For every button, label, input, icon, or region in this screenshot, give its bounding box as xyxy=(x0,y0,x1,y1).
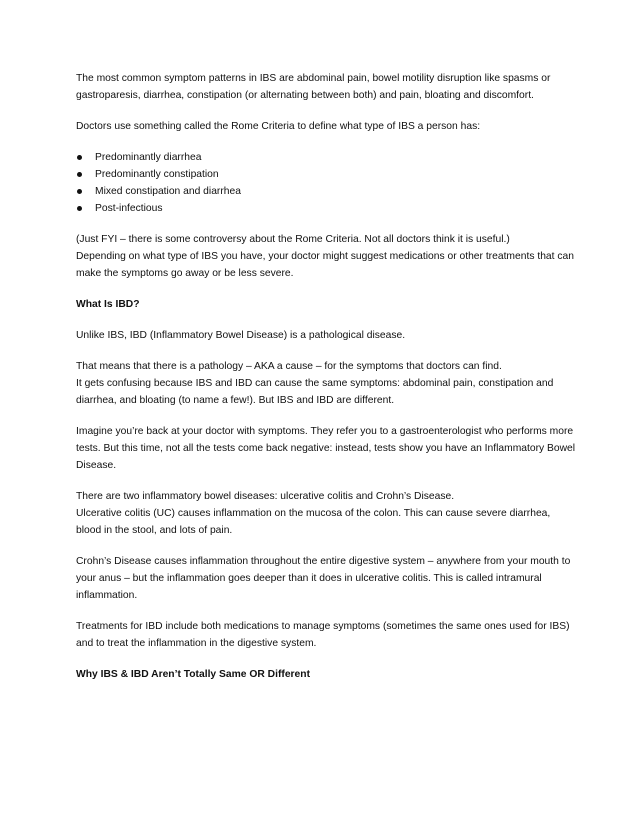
paragraph-confusing: It gets confusing because IBS and IBD can cause the same symptoms: abdominal pain, constipation and diarrhea, and bloating (to name a few!). But IBS and IBD are different. xyxy=(76,378,554,406)
bullet-icon xyxy=(77,206,82,211)
heading-why-ibs-ibd: Why IBS & IBD Aren’t Totally Same OR Different xyxy=(76,669,310,680)
list-item xyxy=(76,183,576,200)
heading-what-is-ibd: What Is IBD? xyxy=(76,299,140,310)
paragraph-ibd-definition: Unlike IBS, IBD (Inflammatory Bowel Disease) is a pathological disease. xyxy=(76,330,406,341)
list-item-label: Mixed constipation and diarrhea xyxy=(95,186,241,197)
list-item-label: Post-infectious xyxy=(95,203,163,214)
paragraph-treatments-ibs: Depending on what type of IBS you have, your doctor might suggest medications or other treatments that can make the symptoms go away or be less severe. xyxy=(76,251,574,279)
paragraph-imagine: Imagine you’re back at your doctor with symptoms. They refer you to a gastroenterologist who performs more tests. But this time, not all the tests come back negative: instead, tests show you have an Inflammatory Bowel Disease. xyxy=(76,426,576,471)
list-item xyxy=(76,200,576,217)
paragraph-ibd-treatments: Treatments for IBD include both medications to manage symptoms (sometimes the same ones used for IBS) and to treat the inflammation in the digestive system. xyxy=(76,621,570,649)
list-item-label: Predominantly diarrhea xyxy=(95,152,202,163)
paragraph-ibs-symptoms: The most common symptom patterns in IBS are abdominal pain, bowel motility disruption like spasms or gastroparesis, diarrhea, constipation (or alternating between both) and pain, bloating and discomfort. xyxy=(76,73,551,101)
list-item xyxy=(76,166,576,183)
paragraph-controversy: (Just FYI – there is some controversy about the Rome Criteria. Not all doctors think it is useful.) xyxy=(76,234,510,245)
bullet-icon xyxy=(77,155,82,160)
paragraph-pathology: That means that there is a pathology – AKA a cause – for the symptoms that doctors can find. xyxy=(76,361,502,372)
paragraph-ulcerative-colitis: Ulcerative colitis (UC) causes inflammation on the mucosa of the colon. This can cause severe diarrhea, blood in the stool, and lots of pain. xyxy=(76,508,551,536)
list-item-label: Predominantly constipation xyxy=(95,169,219,180)
bullet-icon xyxy=(77,172,82,177)
paragraph-crohns: Crohn’s Disease causes inflammation throughout the entire digestive system – anywhere from your mouth to your anus – but the inflammation goes deeper than it does in ulcerative colitis. This is called intramural inflammation. xyxy=(76,556,571,601)
paragraph-rome-criteria: Doctors use something called the Rome Criteria to define what type of IBS a person has: xyxy=(76,121,481,132)
ibs-types-list xyxy=(76,149,576,217)
document-page xyxy=(76,70,576,697)
bullet-icon xyxy=(77,189,82,194)
paragraph-two-diseases: There are two inflammatory bowel diseases: ulcerative colitis and Crohn’s Disease. xyxy=(76,491,455,502)
list-item xyxy=(76,149,576,166)
